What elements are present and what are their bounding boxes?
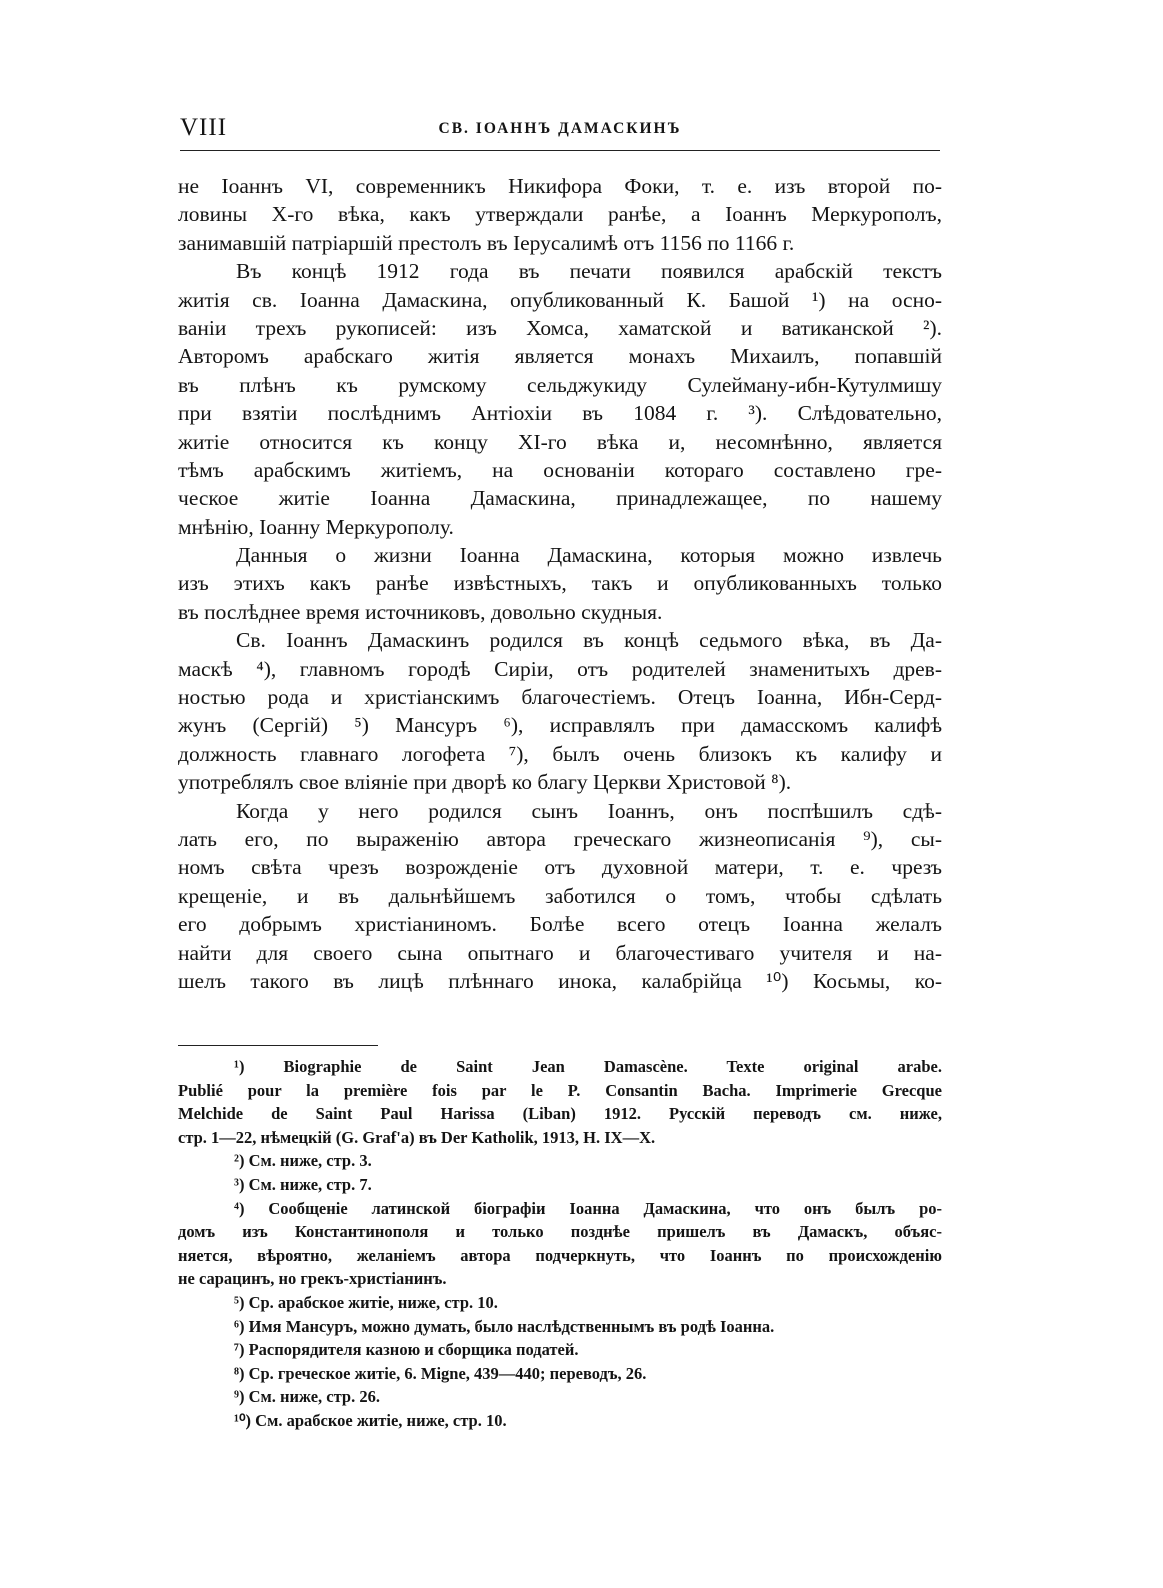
main-text <box>178 172 942 995</box>
footnote-line: ²) См. ниже, стр. 3. <box>234 1151 372 1171</box>
text-line: номъ свѣта чрезъ возрожденіе отъ духовной матери, т. е. чрезъ <box>178 855 942 880</box>
text-line: должность главнаго логофета ⁷), былъ очень близокъ къ калифу и <box>178 741 942 766</box>
paragraph-start-line: Когда у него родился сынъ Іоаннъ, онъ поспѣшилъ сдѣ- <box>236 798 942 823</box>
text-line: шелъ такого въ лицѣ плѣннаго инока, калабрійца ¹⁰) Косьмы, ко- <box>178 968 942 993</box>
text-line: житіе относится къ концу XI-го вѣка и, несомнѣнно, является <box>178 429 942 454</box>
footnotes <box>178 1055 942 1433</box>
text-line: житія св. Іоанна Дамаскина, опубликованный К. Башой ¹) на осно- <box>178 287 942 312</box>
page-header <box>180 114 940 151</box>
text-line: въ послѣднее время источниковъ, довольно скудныя. <box>178 599 663 624</box>
footnote-line: Melchide de Saint Paul Harissa (Liban) 1912. Русскій переводъ см. ниже, <box>178 1104 942 1124</box>
text-line: ловины X-го вѣка, какъ утверждали ранѣе, а Іоаннъ Меркурополъ, <box>178 202 942 227</box>
footnote-line: не сарацинъ, но грекъ-христіанинъ. <box>178 1269 447 1289</box>
text-line: лать его, по выраженію автора греческаго жизнеописанія ⁹), сы- <box>178 826 942 851</box>
text-line: его добрымъ христіаниномъ. Болѣе всего отецъ Іоанна желалъ <box>178 912 942 937</box>
text-line: тѣмъ арабскимъ житіемъ, на основаніи котораго составлено гре- <box>178 457 942 482</box>
text-line: употреблялъ свое вліяніе при дворѣ ко благу Церкви Христовой ⁸). <box>178 770 792 795</box>
footnote-line: ⁹) См. ниже, стр. 26. <box>234 1387 380 1407</box>
footnote-line: ⁷) Распорядителя казною и сборщика податей. <box>234 1340 579 1360</box>
running-title: СВ. ІОАННЪ ДАМАСКИНЪ <box>438 120 682 137</box>
text-line: жунъ (Сергій) ⁵) Мансуръ ⁶), исправлялъ при дамасскомъ калифѣ <box>178 713 942 738</box>
footnote-line: ⁵) Ср. арабское житіе, ниже, стр. 10. <box>234 1292 498 1312</box>
text-line: мнѣнію, Іоанну Меркурополу. <box>178 514 454 539</box>
page-number: VIII <box>180 114 228 141</box>
footnote-line: ⁶) Имя Мансуръ, можно думать, было наслѣдственнымъ въ родѣ Іоанна. <box>234 1316 775 1336</box>
text-line: найти для своего сына опытнаго и благочестиваго учителя и на- <box>178 940 942 965</box>
footnote-line: ⁴) Сообщеніе латинской біографіи Іоанна Дамаскина, что онъ былъ ро- <box>234 1198 942 1218</box>
text-line: занимавшій патріаршій престолъ въ Іерусалимѣ отъ 1156 по 1166 г. <box>178 230 795 255</box>
text-line: ческое житіе Іоанна Дамаскина, принадлежащее, по нашему <box>178 486 942 511</box>
text-line: маскѣ ⁴), главномъ городѣ Сиріи, отъ родителей знаменитыхъ древ- <box>178 656 942 681</box>
paragraph-start-line: Данныя о жизни Іоанна Дамаскина, которыя можно извлечь <box>236 543 942 568</box>
text-line: не Іоаннъ VI, современникъ Никифора Фоки, т. е. изъ второй по- <box>178 174 942 198</box>
footnote-line: Publié pour la première fois par le P. Consantin Bacha. Imprimerie Grecque <box>178 1080 942 1100</box>
text-line: изъ этихъ какъ ранѣе извѣстныхъ, такъ и опубликованныхъ только <box>178 571 942 596</box>
footnote-line: ¹) Biographie de Saint Jean Damascène. Texte original arabe. <box>234 1057 942 1076</box>
footnote-line: ⁸) Ср. греческое житіе, 6. Migne, 439—440; переводъ, 26. <box>234 1363 647 1383</box>
text-line: крещеніе, и въ дальнѣйшемъ заботился о томъ, чтобы сдѣлать <box>178 883 942 908</box>
footnote-line: стр. 1—22, нѣмецкій (G. Graf'a) въ Der Katholik, 1913, H. IX—X. <box>178 1127 656 1147</box>
footnote-line: ³) См. ниже, стр. 7. <box>234 1174 372 1194</box>
footnote-line: домъ изъ Константинополя и только позднѣе пришелъ въ Дамаскъ, объяс- <box>178 1222 942 1242</box>
text-line: Авторомъ арабскаго житія является монахъ Михаилъ, попавшій <box>178 344 942 369</box>
paragraph-start-line: Св. Іоаннъ Дамаскинъ родился въ концѣ седьмого вѣка, въ Да- <box>236 628 942 653</box>
paragraph-start-line: Въ концѣ 1912 года въ печати появился арабскій текстъ <box>236 259 942 284</box>
footnote-line: няется, вѣроятно, желаніемъ автора подчеркнуть, что Іоаннъ по происхожденію <box>178 1245 942 1265</box>
text-line: ваніи трехъ рукописей: изъ Хомса, хаматской и ватиканской ²). <box>178 315 942 340</box>
text-line: при взятіи послѣднимъ Антіохіи въ 1084 г. ³). Слѣдовательно, <box>178 401 942 426</box>
text-line: ностью рода и христіанскимъ благочестіемъ. Отецъ Іоанна, Ибн-Серд- <box>178 685 942 710</box>
footnote-line: ¹⁰) См. арабское житіе, ниже, стр. 10. <box>234 1410 507 1430</box>
footnote-divider <box>178 1045 378 1046</box>
text-line: въ плѣнъ къ румскому сельджукиду Сулейману-ибн-Кутулмишу <box>178 372 942 397</box>
